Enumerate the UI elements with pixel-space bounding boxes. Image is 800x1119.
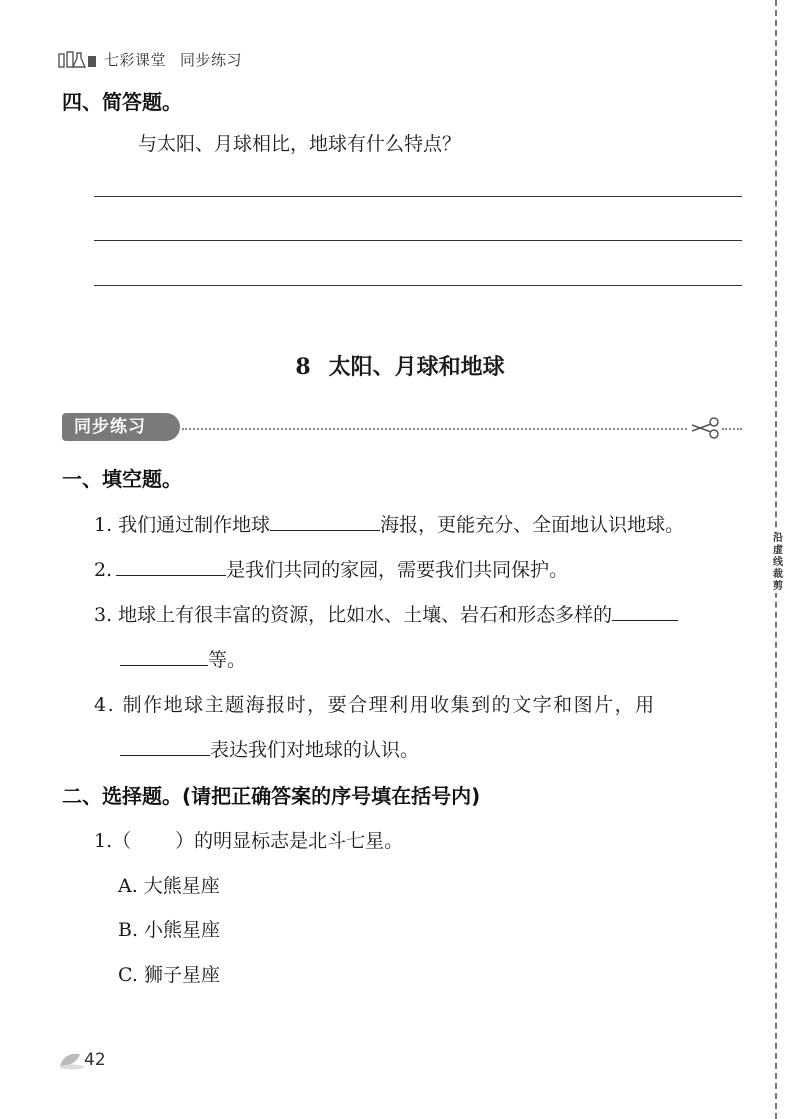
fill-question-1: 1. 我们通过制作地球 海报，更能充分、全面地认识地球。 [94,514,685,536]
header-brand: 七彩课堂 [104,51,167,69]
scissors-icon [690,416,720,440]
lesson-title-text: 太阳、月球和地球 [328,355,505,380]
fill-question-4: 4. 制作地球主题海报时，要合理利用收集到的文字和图片，用 [94,694,656,716]
blank-field[interactable] [612,602,678,621]
fill-question-2: 2. 是我们共同的家园，需要我们共同保护。 [94,559,569,581]
choice-question-1: 1.（ ）的明显标志是北斗七星。 [94,830,404,852]
cut-line-label: 沿虚线裁剪 [770,533,786,593]
blank-field[interactable] [120,647,208,666]
blank-field[interactable] [120,737,210,756]
fill-question-3-cont: 等。 [120,645,246,672]
answer-line[interactable] [94,285,742,286]
header-section: 同步练习 [180,51,243,69]
option-b: B. 小熊星座 [118,919,221,941]
answer-line[interactable] [94,240,742,241]
leaf-icon [58,1050,86,1070]
answer-line[interactable] [94,196,742,197]
dotted-divider [182,428,687,430]
section-heading-short-answer: 四、简答题。 [62,90,182,114]
page-header [104,49,242,70]
lesson-number: 8 [295,354,311,380]
dotted-divider [722,428,742,430]
short-answer-question: 与太阳、月球相比，地球有什么特点？ [138,133,462,155]
practice-banner: 同步练习 [62,413,180,441]
page-number: 42 [84,1050,106,1070]
section-heading-fill-blank: 一、填空题。 [62,467,182,491]
fill-question-3: 3. 地球上有很丰富的资源，比如水、土壤、岩石和形态多样的 [94,600,678,627]
blank-field[interactable] [270,512,380,531]
beaker-logo-icon [58,50,98,68]
lesson-title [0,350,800,381]
option-c: C. 狮子星座 [118,964,220,986]
fill-question-4-cont: 表达我们对地球的认识。 [120,735,419,762]
section-heading-multiple-choice: 二、选择题。(请把正确答案的序号填在括号内) [62,784,481,808]
option-a: A. 大熊星座 [118,875,220,897]
blank-field[interactable] [116,557,226,576]
